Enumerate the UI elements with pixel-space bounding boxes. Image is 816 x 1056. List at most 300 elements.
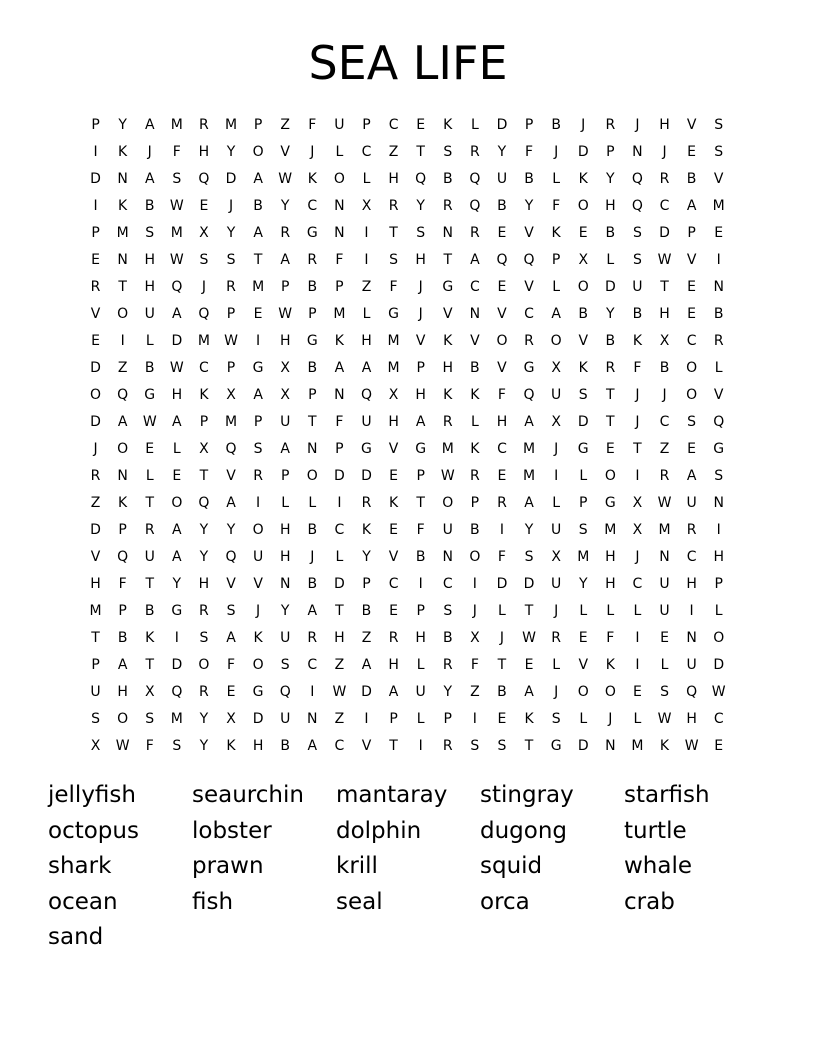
grid-letter: J	[635, 414, 640, 430]
grid-letter: Z	[388, 144, 399, 160]
grid-letter: H	[388, 171, 399, 187]
grid-letter: A	[144, 171, 155, 187]
grid-letter: L	[552, 495, 561, 511]
grid-letter: D	[334, 576, 345, 592]
word-list-item: stingray	[480, 782, 574, 808]
grid-letter: W	[278, 171, 293, 187]
grid-letter: M	[387, 360, 400, 376]
grid-letter: H	[388, 657, 399, 673]
grid-letter: M	[658, 522, 671, 538]
grid-letter: K	[334, 333, 344, 349]
grid-letter: S	[632, 225, 642, 241]
grid-letter: B	[686, 171, 697, 187]
grid-letter: P	[389, 711, 398, 727]
grid-letter: B	[578, 306, 589, 322]
grid-letter: G	[604, 495, 616, 511]
grid-letter: L	[714, 360, 723, 376]
grid-letter: R	[551, 630, 561, 646]
grid-letter: L	[660, 657, 669, 673]
grid-letter: B	[442, 630, 453, 646]
grid-letter: U	[280, 414, 291, 430]
grid-letter: R	[199, 117, 209, 133]
grid-letter: E	[660, 630, 669, 646]
grid-letter: J	[418, 279, 423, 295]
grid-letter: F	[497, 549, 506, 565]
grid-letter: H	[117, 684, 128, 700]
grid-letter: U	[659, 576, 670, 592]
grid-letter: O	[577, 279, 589, 295]
grid-letter: G	[306, 333, 318, 349]
grid-letter: Y	[226, 225, 236, 241]
grid-letter: P	[280, 468, 290, 484]
grid-letter: O	[117, 441, 129, 457]
grid-letter: M	[333, 306, 346, 322]
grid-letter: V	[226, 468, 236, 484]
grid-letter: R	[388, 630, 399, 646]
grid-letter: K	[118, 144, 128, 160]
grid-letter: U	[90, 684, 101, 700]
grid-letter: J	[662, 387, 667, 403]
grid-letter: J	[581, 117, 586, 133]
grid-letter: Z	[659, 441, 670, 457]
grid-letter: W	[224, 333, 238, 349]
grid-letter: C	[388, 117, 399, 133]
grid-letter: L	[335, 549, 344, 565]
grid-letter: O	[117, 711, 129, 727]
grid-letter: M	[631, 738, 644, 754]
grid-letter: B	[280, 738, 290, 754]
word-list-item: crab	[624, 888, 675, 915]
grid-letter: E	[578, 630, 588, 646]
grid-letter: G	[415, 441, 427, 457]
grid-letter: X	[226, 711, 236, 727]
grid-letter: A	[334, 360, 345, 376]
grid-letter: O	[686, 360, 698, 376]
grid-letter: J	[147, 144, 152, 160]
grid-letter: S	[199, 630, 209, 646]
grid-letter: H	[171, 387, 183, 403]
grid-letter: A	[551, 306, 561, 322]
grid-letter: D	[90, 414, 101, 430]
grid-letter: K	[307, 171, 317, 187]
grid-letter: N	[442, 549, 453, 565]
grid-letter: F	[552, 198, 561, 214]
grid-letter: X	[551, 549, 561, 565]
grid-letter: I	[689, 603, 694, 619]
grid-letter: R	[361, 495, 372, 511]
grid-letter: K	[226, 738, 236, 754]
grid-letter: T	[145, 576, 155, 592]
grid-letter: T	[389, 738, 398, 754]
grid-letter: R	[90, 468, 101, 484]
grid-letter: I	[364, 711, 369, 727]
letter-grid	[82, 112, 736, 760]
grid-letter: A	[307, 738, 318, 754]
grid-letter: K	[470, 441, 480, 457]
grid-letter: V	[226, 576, 236, 592]
grid-letter: Y	[416, 198, 425, 214]
grid-letter: W	[711, 684, 726, 700]
grid-letter: A	[686, 198, 697, 214]
grid-letter: J	[418, 306, 423, 322]
grid-letter: G	[550, 738, 562, 754]
grid-letter: N	[307, 711, 318, 727]
grid-letter: R	[307, 252, 318, 268]
word-list-item: orca	[480, 888, 530, 915]
grid-letter: L	[362, 306, 371, 322]
grid-letter: Q	[117, 387, 129, 403]
grid-letter: Y	[199, 711, 209, 727]
grid-letter: F	[335, 252, 344, 268]
grid-letter: D	[604, 279, 616, 295]
grid-letter: B	[144, 360, 155, 376]
grid-letter: W	[522, 630, 536, 646]
grid-letter: J	[635, 387, 640, 403]
grid-letter: M	[441, 441, 454, 457]
grid-letter: T	[416, 495, 425, 511]
grid-letter: W	[657, 495, 672, 511]
grid-letter: C	[469, 279, 480, 295]
grid-letter: F	[470, 657, 479, 673]
grid-letter: B	[442, 171, 453, 187]
grid-letter: Q	[225, 441, 237, 457]
grid-letter: L	[606, 603, 615, 619]
word-list-item: krill	[336, 853, 378, 880]
word-list-item: dugong	[480, 817, 568, 844]
grid-letter: K	[118, 198, 128, 214]
grid-letter: A	[524, 414, 534, 430]
grid-letter: W	[440, 468, 455, 484]
grid-letter: I	[716, 522, 721, 538]
grid-letter: K	[578, 360, 588, 376]
grid-letter: O	[252, 657, 264, 673]
grid-letter: V	[713, 387, 724, 403]
grid-letter: Y	[199, 522, 209, 538]
grid-letter: L	[145, 333, 154, 349]
grid-letter: E	[145, 441, 155, 457]
grid-letter: W	[115, 738, 130, 754]
grid-letter: X	[551, 360, 561, 376]
grid-letter: M	[577, 549, 590, 565]
grid-letter: A	[253, 225, 263, 241]
grid-letter: U	[144, 306, 155, 322]
grid-letter: R	[659, 171, 670, 187]
grid-letter: F	[335, 414, 344, 430]
grid-letter: L	[416, 711, 425, 727]
grid-letter: R	[90, 279, 101, 295]
grid-letter: B	[470, 360, 480, 376]
grid-letter: O	[442, 495, 454, 511]
grid-letter: E	[389, 603, 398, 619]
grid-letter: W	[169, 198, 184, 214]
grid-letter: V	[686, 117, 697, 133]
grid-letter: L	[579, 603, 588, 619]
grid-letter: K	[361, 522, 372, 538]
grid-letter: A	[686, 468, 697, 484]
grid-letter: L	[552, 171, 561, 187]
grid-letter: H	[415, 387, 426, 403]
grid-letter: J	[662, 144, 667, 160]
grid-letter: X	[199, 225, 209, 241]
grid-letter: N	[713, 495, 724, 511]
grid-letter: D	[361, 684, 372, 700]
grid-letter: X	[659, 333, 670, 349]
grid-letter: U	[252, 549, 264, 565]
grid-letter: B	[605, 225, 616, 241]
grid-letter: I	[337, 495, 342, 511]
grid-letter: S	[253, 441, 263, 457]
grid-letter: T	[524, 603, 534, 619]
grid-letter: H	[198, 144, 210, 160]
grid-letter: H	[279, 522, 291, 538]
grid-letter: Q	[198, 306, 210, 322]
grid-letter: O	[90, 387, 102, 403]
grid-letter: Y	[118, 117, 127, 133]
grid-letter: I	[310, 684, 315, 700]
grid-letter: B	[117, 630, 128, 646]
grid-letter: D	[334, 468, 345, 484]
grid-letter: V	[388, 441, 399, 457]
grid-letter: D	[171, 333, 183, 349]
word-list-item: seal	[336, 888, 383, 915]
grid-letter: U	[361, 414, 372, 430]
grid-letter: O	[496, 333, 508, 349]
grid-letter: Q	[360, 387, 372, 403]
grid-letter: Y	[199, 738, 209, 754]
grid-letter: T	[606, 414, 615, 430]
grid-letter: Q	[198, 495, 210, 511]
grid-letter: F	[172, 144, 181, 160]
grid-letter: J	[499, 630, 505, 646]
grid-letter: X	[361, 198, 372, 214]
grid-letter: R	[253, 468, 263, 484]
grid-letter: B	[713, 306, 724, 322]
grid-letter: W	[684, 738, 699, 754]
grid-letter: S	[443, 144, 453, 160]
grid-letter: B	[361, 603, 372, 619]
grid-letter: L	[606, 252, 615, 268]
word-list-item: mantaray	[336, 782, 448, 808]
grid-letter: A	[524, 495, 534, 511]
grid-letter: R	[442, 657, 453, 673]
word-list-item: sand	[48, 924, 104, 951]
grid-letter: A	[524, 684, 534, 700]
grid-letter: A	[470, 252, 480, 268]
grid-letter: M	[252, 279, 265, 295]
grid-letter: J	[228, 198, 234, 214]
grid-letter: C	[686, 333, 697, 349]
grid-letter: S	[145, 711, 155, 727]
word-list-item: turtle	[624, 817, 687, 844]
grid-letter: O	[469, 549, 481, 565]
grid-letter: O	[198, 657, 210, 673]
grid-letter: P	[416, 603, 425, 619]
grid-letter: C	[199, 360, 209, 376]
grid-letter: U	[659, 603, 670, 619]
grid-letter: M	[116, 225, 129, 241]
grid-letter: L	[470, 117, 479, 133]
grid-letter: U	[334, 117, 345, 133]
grid-letter: E	[714, 225, 724, 241]
grid-letter: C	[524, 306, 534, 322]
grid-letter: N	[117, 468, 128, 484]
grid-letter: Q	[631, 198, 643, 214]
grid-letter: M	[89, 603, 102, 619]
grid-letter: Q	[117, 549, 129, 565]
grid-letter: F	[389, 279, 398, 295]
grid-letter: Z	[470, 684, 480, 700]
word-list-item: ocean	[48, 888, 118, 915]
grid-letter: E	[632, 684, 642, 700]
grid-letter: S	[632, 252, 642, 268]
grid-letter: Q	[469, 171, 481, 187]
grid-letter: J	[554, 603, 559, 619]
grid-letter: K	[253, 630, 263, 646]
grid-letter: J	[554, 441, 559, 457]
grid-letter: M	[712, 198, 725, 214]
word-list-item: octopus	[48, 817, 139, 844]
grid-letter: B	[253, 198, 263, 214]
grid-letter: Q	[713, 414, 725, 430]
grid-letter: Y	[280, 198, 290, 214]
grid-letter: I	[256, 495, 261, 511]
grid-letter: S	[226, 252, 236, 268]
grid-letter: K	[524, 711, 534, 727]
grid-letter: Y	[226, 144, 236, 160]
grid-letter: J	[256, 603, 261, 619]
grid-letter: C	[442, 576, 453, 592]
grid-letter: C	[659, 198, 670, 214]
word-list-item: squid	[480, 853, 543, 880]
grid-letter: I	[554, 468, 559, 484]
grid-letter: S	[145, 225, 155, 241]
grid-letter: S	[280, 657, 290, 673]
grid-letter: I	[499, 522, 505, 538]
grid-letter: H	[144, 252, 155, 268]
grid-letter: I	[120, 333, 125, 349]
grid-letter: S	[443, 603, 453, 619]
grid-letter: L	[579, 468, 588, 484]
grid-letter: P	[91, 657, 100, 673]
grid-letter: E	[605, 441, 615, 457]
grid-letter: C	[307, 198, 318, 214]
grid-letter: N	[334, 387, 345, 403]
grid-letter: V	[415, 333, 426, 349]
grid-letter: K	[199, 387, 209, 403]
grid-letter: L	[362, 171, 371, 187]
grid-letter: A	[117, 414, 128, 430]
grid-letter: C	[361, 144, 372, 160]
grid-letter: F	[416, 522, 425, 538]
grid-letter: V	[713, 171, 724, 187]
grid-letter: M	[604, 522, 617, 538]
grid-letter: K	[632, 333, 643, 349]
grid-letter: D	[659, 225, 670, 241]
grid-letter: H	[659, 117, 670, 133]
grid-letter: D	[713, 657, 725, 673]
grid-letter: X	[90, 738, 101, 754]
grid-letter: P	[524, 117, 534, 133]
grid-letter: L	[172, 441, 181, 457]
grid-letter: H	[496, 414, 508, 430]
word-list-item: prawn	[192, 853, 264, 880]
grid-letter: X	[632, 522, 643, 538]
grid-letter: R	[469, 144, 480, 160]
grid-letter: J	[554, 144, 559, 160]
grid-letter: P	[335, 279, 344, 295]
grid-letter: E	[389, 468, 398, 484]
grid-letter: J	[635, 117, 640, 133]
grid-letter: N	[334, 198, 345, 214]
grid-letter: Q	[171, 684, 183, 700]
grid-letter: O	[604, 684, 616, 700]
grid-letter: K	[470, 387, 480, 403]
grid-letter: O	[252, 144, 264, 160]
grid-letter: C	[713, 711, 724, 727]
grid-letter: R	[280, 225, 291, 241]
grid-letter: E	[497, 468, 507, 484]
grid-letter: I	[93, 144, 98, 160]
grid-letter: O	[333, 171, 345, 187]
grid-letter: F	[145, 738, 154, 754]
grid-letter: E	[714, 738, 724, 754]
grid-letter: J	[310, 549, 315, 565]
grid-letter: A	[253, 171, 263, 187]
grid-letter: R	[388, 198, 399, 214]
grid-letter: D	[361, 468, 372, 484]
grid-letter: H	[686, 576, 697, 592]
grid-letter: R	[524, 333, 534, 349]
grid-letter: P	[253, 117, 263, 133]
grid-letter: N	[117, 171, 128, 187]
grid-letter: O	[577, 684, 589, 700]
grid-letter: D	[90, 522, 101, 538]
grid-letter: U	[551, 387, 562, 403]
grid-letter: K	[443, 117, 453, 133]
grid-letter: E	[389, 522, 398, 538]
grid-letter: H	[198, 576, 210, 592]
grid-letter: S	[172, 738, 182, 754]
grid-letter: R	[713, 333, 724, 349]
grid-letter: A	[172, 414, 182, 430]
grid-letter: W	[332, 684, 347, 700]
grid-letter: H	[415, 630, 426, 646]
grid-letter: N	[279, 576, 291, 592]
grid-letter: R	[659, 468, 670, 484]
grid-letter: E	[172, 468, 182, 484]
grid-letter: T	[335, 603, 344, 619]
grid-letter: I	[418, 738, 423, 754]
grid-letter: I	[256, 333, 261, 349]
grid-letter: F	[606, 630, 615, 646]
grid-letter: K	[659, 738, 670, 754]
grid-letter: S	[578, 522, 588, 538]
grid-letter: H	[605, 198, 616, 214]
grid-letter: W	[657, 711, 672, 727]
grid-letter: W	[169, 252, 184, 268]
grid-letter: T	[606, 387, 615, 403]
grid-letter: R	[469, 225, 480, 241]
grid-letter: V	[361, 738, 372, 754]
grid-letter: O	[713, 630, 725, 646]
grid-letter: Q	[523, 387, 535, 403]
grid-letter: Q	[469, 198, 481, 214]
grid-letter: Y	[524, 198, 534, 214]
grid-letter: P	[579, 495, 588, 511]
grid-letter: Z	[280, 117, 290, 133]
grid-letter: R	[497, 495, 507, 511]
grid-letter: D	[90, 171, 101, 187]
